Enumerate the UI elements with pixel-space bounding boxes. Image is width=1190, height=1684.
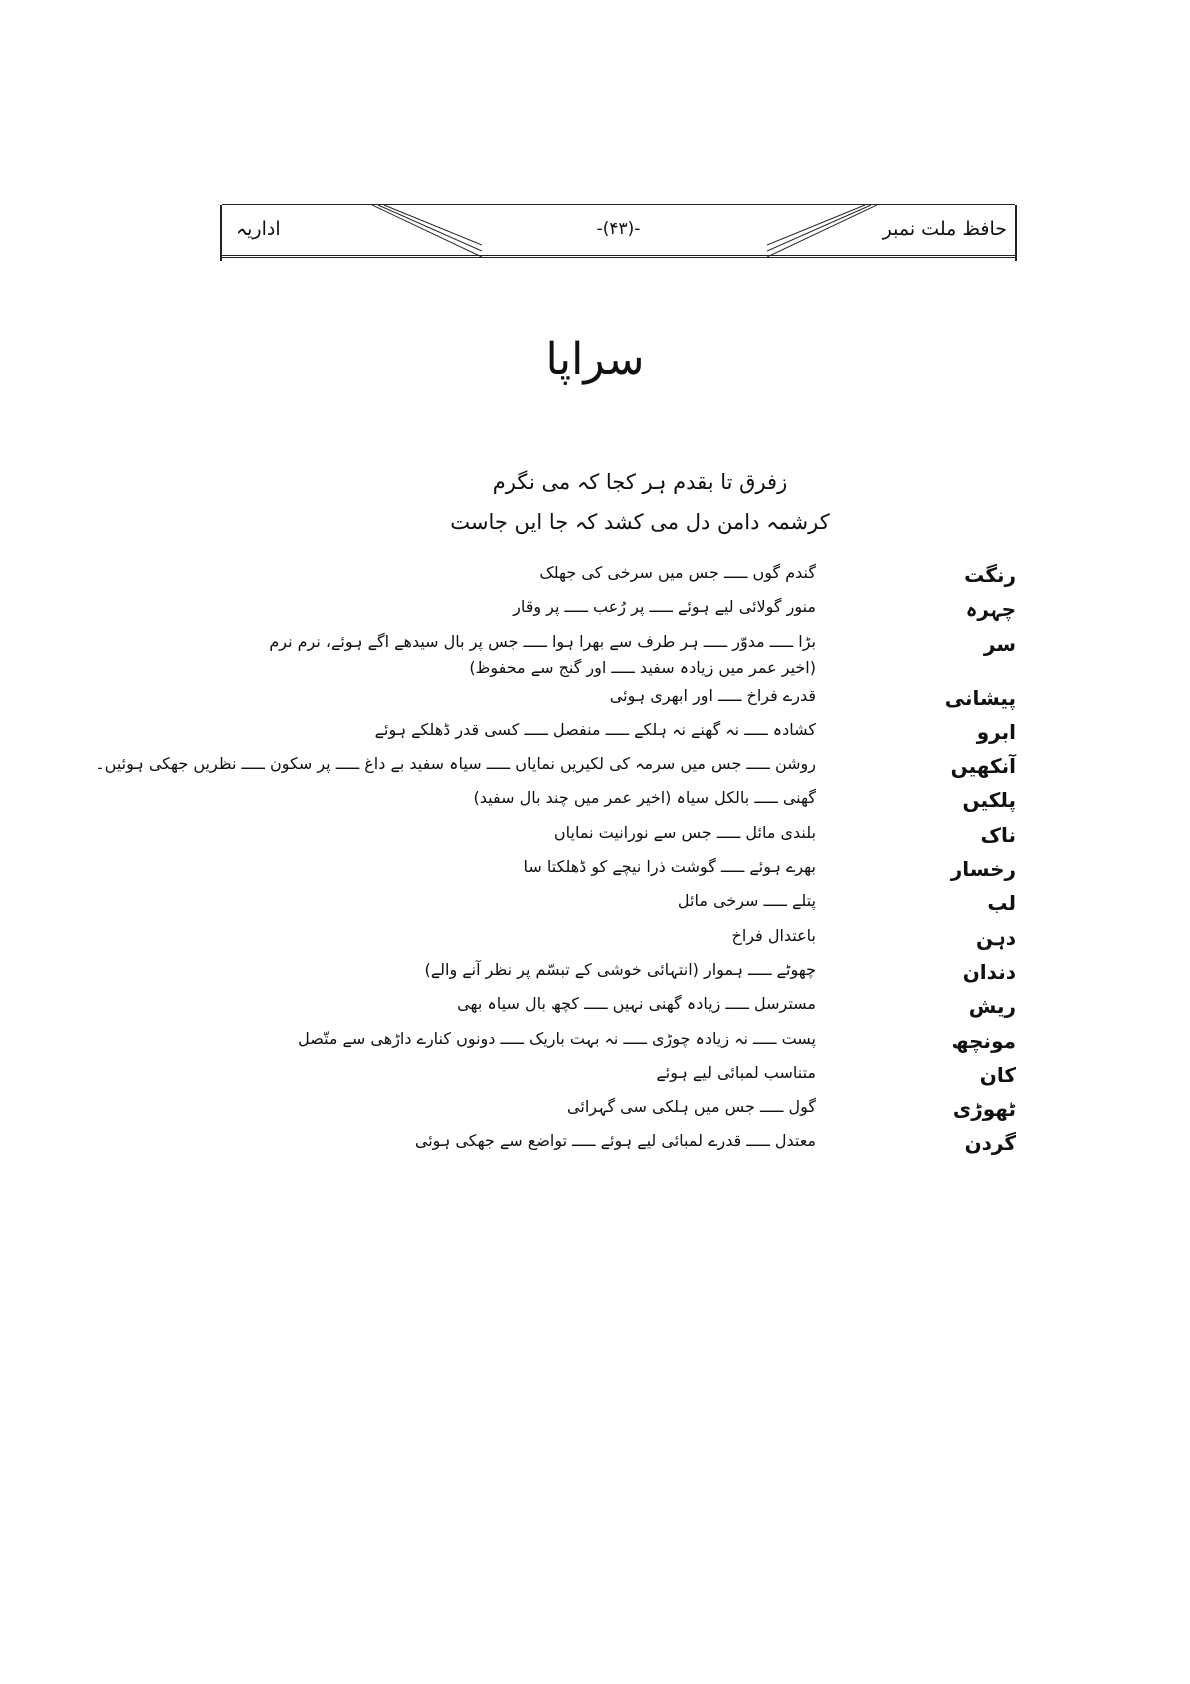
entry-term: دہن	[976, 925, 1016, 950]
entry-desc-continued: (اخیر عمر میں زیادہ سفید ـــــ اور گنج سے محفوظ)	[469, 657, 816, 677]
entry-term: رخسار	[950, 857, 1016, 882]
entry-lips	[130, 888, 1016, 922]
entry-term: دندان	[962, 959, 1016, 984]
entry-chin	[130, 1094, 1016, 1128]
entry-term: کان	[979, 1062, 1016, 1087]
entry-teeth	[130, 957, 1016, 991]
entry-cheeks	[130, 854, 1016, 888]
running-header	[222, 204, 1015, 258]
page-number: -(۴۳)-	[596, 219, 641, 239]
entry-desc: منور گولائی لیے ہوئے ـــــ پر رُعب ـــــ پر وقار	[513, 597, 816, 617]
entry-term: سر	[983, 631, 1016, 656]
entry-term: ناک	[980, 822, 1016, 847]
entry-term: گردن	[964, 1131, 1016, 1156]
entry-term: مونچھ	[951, 1028, 1016, 1053]
entry-desc: متناسب لمبائی لیے ہوئے	[656, 1062, 816, 1082]
entry-desc: پست ـــــ نہ زیادہ چوڑی ـــــ نہ بہت باریک ـــــ دونوں کنارے داڑھی سے متّصل	[298, 1028, 816, 1048]
entry-complexion	[130, 560, 1016, 594]
entry-term: پلکیں	[962, 788, 1016, 813]
entry-desc: چھوٹے ـــــ ہموار (انتہائی خوشی کے تبسّم پر نظر آنے والے)	[424, 959, 816, 979]
entry-desc: بڑا ـــــ مدوّر ـــــ ہر طرف سے بھرا ہوا ـــــ جس پر بال سیدھے اگے ہوئے، نرم نرم	[269, 631, 816, 651]
entry-nose	[130, 820, 1016, 854]
entry-term: پیشانی	[944, 685, 1016, 710]
entry-desc: باعتدال فراخ	[731, 925, 816, 945]
entry-term: چہرہ	[965, 597, 1016, 622]
header-right-rule	[1015, 205, 1017, 261]
entry-head	[130, 629, 1016, 683]
entry-desc: مسترسل ـــــ زیادہ گھنی نہیں ـــــ کچھ بال سیاہ بھی	[457, 994, 816, 1014]
entry-desc: قدرے فراخ ـــــ اور ابھری ہوئی	[609, 685, 816, 705]
entry-desc: گھنی ـــــ بالکل سیاہ (اخیر عمر میں چند بال سفید)	[473, 788, 816, 808]
entry-eyes	[95, 751, 1016, 785]
entry-term: لب	[987, 891, 1016, 916]
entry-desc: بھرے ہوئے ـــــ گوشت ذرا نیچے کو ڈھلکتا سا	[523, 857, 816, 877]
entry-ears	[130, 1060, 1016, 1094]
entry-desc: بلندی مائل ـــــ جس سے نورانیت نمایاں	[553, 822, 816, 842]
entry-term: ٹھوڑی	[952, 1097, 1016, 1122]
entry-term: ریش	[968, 994, 1016, 1019]
header-issue-title: حافظ ملت نمبر	[882, 218, 1007, 240]
entry-eyebrows	[130, 717, 1016, 751]
verse-line-2: کرشمہ دامن دل می کشد کہ جا ایں جاست	[450, 510, 830, 534]
page-title: سراپا	[545, 334, 645, 385]
feature-list	[95, 560, 1016, 1163]
entry-term: ابرو	[976, 719, 1016, 744]
header-right-ornament	[767, 205, 877, 259]
entry-desc: معتدل ـــــ قدرے لمبائی لیے ہوئے ـــــ تواضع سے جھکی ہوئی	[414, 1131, 816, 1151]
entry-desc: پتلے ـــــ سرخی مائل	[677, 891, 816, 911]
entry-desc: گندم گوں ـــــ جس میں سرخی کی جھلک	[539, 563, 816, 582]
entry-moustache	[130, 1026, 1016, 1060]
entry-desc: روشن ـــــ جس میں سرمہ کی لکیریں نمایاں ـــــ سیاہ سفید بے داغ ـــــ پر سکون ـــــ نظریں جھکی ہوئیں۔	[95, 754, 816, 774]
entry-desc: کشادہ ـــــ نہ گھنے نہ ہلکے ـــــ منفصل ـــــ کسی قدر ڈھلکے ہوئے	[374, 719, 816, 739]
header-section-label: اداریہ	[236, 218, 281, 240]
entry-mouth	[130, 923, 1016, 957]
entry-eyelashes	[130, 785, 1016, 819]
entry-face	[130, 594, 1016, 628]
entry-neck	[130, 1128, 1016, 1162]
entry-forehead	[130, 683, 1016, 717]
entry-beard	[130, 991, 1016, 1025]
entry-term: رنگت	[964, 563, 1016, 587]
entry-term: آنکھیں	[950, 754, 1016, 779]
entry-desc: گول ـــــ جس میں ہلکی سی گہرائی	[567, 1097, 816, 1117]
verse-line-1: زفرق تا بقدم ہر کجا کہ می نگرم	[492, 470, 788, 494]
